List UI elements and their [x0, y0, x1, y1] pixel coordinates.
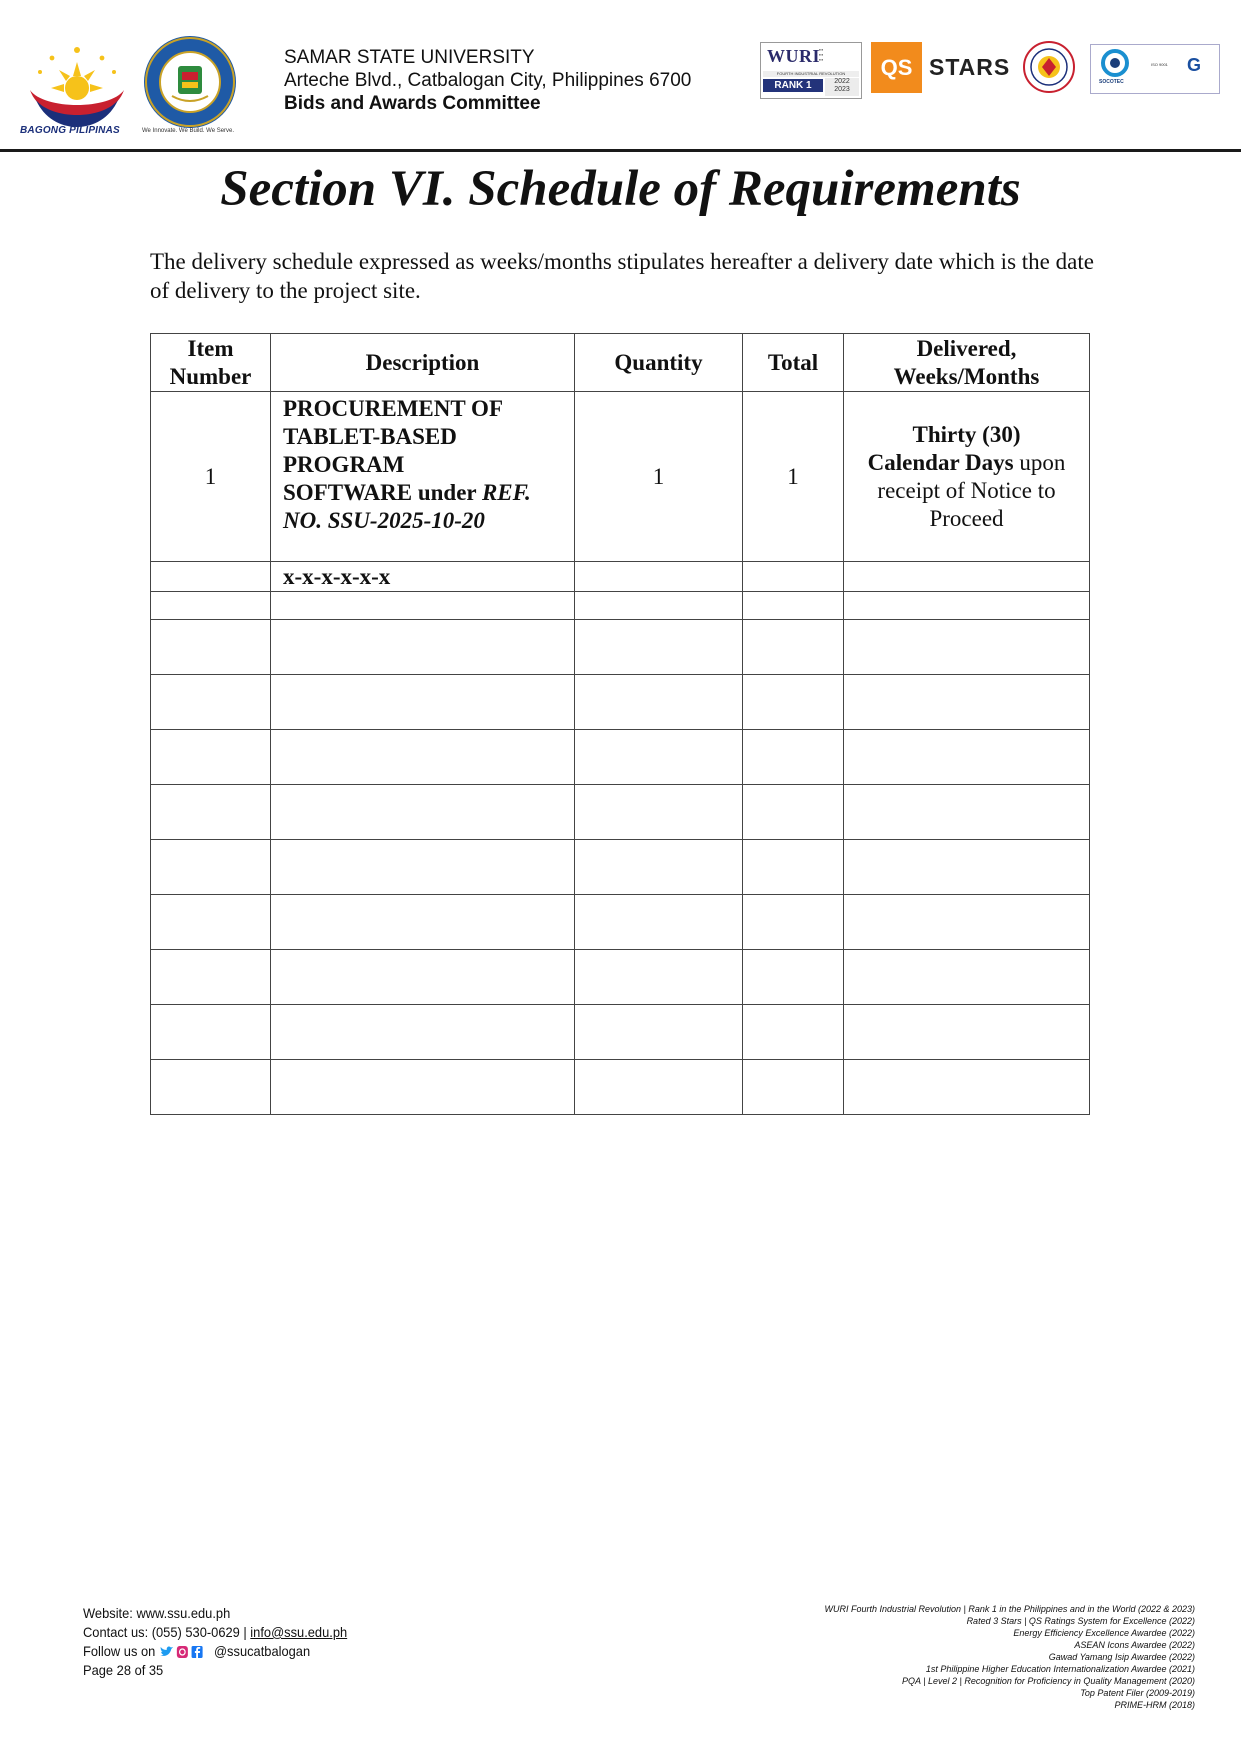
award-line: PRIME-HRM (2018) [1114, 1700, 1195, 1710]
qs-logo: QS [871, 42, 922, 93]
energy-award-seal [1022, 40, 1076, 94]
end-marker: x-x-x-x-x-x [271, 562, 575, 592]
socotec-iso: ISO 9001 [1151, 62, 1168, 67]
header-item-line2: Number [169, 363, 252, 389]
wuri-years [825, 78, 859, 96]
desc-line: TABLET-BASED [283, 424, 457, 449]
desc-line: PROCUREMENT OF [283, 396, 503, 421]
award-line: PQA | Level 2 | Recognition for Proficiency in Quality Management (2020) [902, 1676, 1195, 1686]
wuri-wordmark: WURI [767, 46, 821, 66]
cell-delivery [844, 392, 1090, 562]
social-icons [159, 1644, 211, 1660]
col-header-item-number [151, 334, 271, 392]
table-row [151, 840, 1090, 895]
award-line: Top Patent Filer (2009-2019) [1080, 1688, 1195, 1698]
table-row [151, 592, 1090, 620]
wuri-rank-badge [760, 42, 862, 99]
award-line: Energy Efficiency Excellence Awardee (2022) [1013, 1628, 1195, 1638]
cell-quantity: 1 [575, 392, 743, 562]
table-row [151, 562, 1090, 592]
schedule-table [150, 333, 1090, 1115]
desc-text: SOFTWARE under [283, 480, 482, 505]
desc-line: PROGRAM [283, 452, 405, 477]
table-row [151, 1005, 1090, 1060]
award-line: 1st Philippine Higher Education Internationalization Awardee (2021) [925, 1664, 1195, 1674]
facebook-icon[interactable] [192, 1646, 203, 1658]
header-delivered-line2: Weeks/Months [893, 363, 1040, 389]
ssu-seal-logo [142, 34, 238, 130]
twitter-icon[interactable] [161, 1647, 174, 1656]
cell-description [271, 392, 575, 562]
certification-g-icon: G [1187, 55, 1202, 75]
footer-follow-line [83, 1642, 347, 1661]
delivery-line: Proceed [929, 505, 1004, 531]
header-item-line1: Item [187, 335, 234, 361]
table-row [151, 730, 1090, 785]
wuri-small-text: ▪▪▪ ▪▪▪ ▪▪▪ [819, 47, 824, 62]
table-row [151, 950, 1090, 1005]
delivery-days: Calendar Days [867, 449, 1014, 475]
bagong-pilipinas-wordmark: BAGONG PILIPINAS [20, 125, 120, 136]
seal-tagline: We Innovate. We Build. We Serve. [142, 128, 235, 134]
table-row [151, 895, 1090, 950]
table-row [151, 1060, 1090, 1115]
follow-label: Follow us on [83, 1643, 159, 1659]
socotec-label: SOCOTEC [1099, 79, 1124, 85]
socotec-mark-icon [1095, 47, 1135, 81]
university-address: Arteche Blvd., Catbalogan City, Philippines 6700 [284, 70, 692, 91]
committee-name: Bids and Awards Committee [284, 93, 541, 114]
socotec-iso-badge [1090, 44, 1220, 94]
university-name: SAMAR STATE UNIVERSITY [284, 47, 535, 68]
col-header-description: Description [271, 334, 575, 392]
page-number: Page 28 of 35 [83, 1662, 164, 1678]
table-header-row [151, 334, 1090, 392]
award-line: Rated 3 Stars | QS Ratings System for Excellence (2022) [966, 1616, 1195, 1626]
col-header-delivered [844, 334, 1090, 392]
footer-contact-line [83, 1623, 347, 1642]
contact-email-link[interactable]: info@ssu.edu.ph [250, 1624, 348, 1640]
award-line: ASEAN Icons Awardee (2022) [1074, 1640, 1195, 1650]
wuri-year-2: 2023 [834, 86, 850, 93]
ref-label: REF. [481, 480, 531, 505]
delivery-line: Thirty (30) [912, 421, 1021, 447]
header-delivered-line1: Delivered, [916, 335, 1017, 361]
table-row [151, 392, 1090, 562]
wuri-year-1: 2022 [834, 78, 850, 85]
instagram-icon[interactable] [177, 1646, 188, 1658]
col-header-quantity: Quantity [575, 334, 743, 392]
footer-website[interactable]: Website: www.ssu.edu.ph [83, 1605, 231, 1621]
letterhead [0, 0, 1241, 150]
social-handle[interactable]: @ssucatbalogan [213, 1643, 311, 1659]
bagong-pilipinas-logo [22, 36, 132, 138]
section-title: Section VI. Schedule of Requirements [220, 161, 1021, 217]
table-row [151, 620, 1090, 675]
delivery-line [850, 449, 1083, 477]
intro-paragraph: The delivery schedule expressed as weeks/months stipulates hereafter a delivery date which is the date of delivery to the project site. [150, 249, 1094, 303]
award-line: Gawad Yamang Isip Awardee (2022) [1048, 1652, 1195, 1662]
col-header-total: Total [743, 334, 844, 392]
qs-stars-wordmark: STARS [929, 54, 1011, 80]
footer-contact [83, 1604, 347, 1680]
desc-line [283, 479, 574, 507]
cell-total: 1 [743, 392, 844, 562]
table-row [151, 675, 1090, 730]
cell-item-number: 1 [151, 392, 271, 562]
footer-awards [635, 1603, 1195, 1711]
wuri-rank: RANK 1 [763, 79, 823, 92]
delivery-upon: upon [1013, 449, 1066, 475]
contact-phone: Contact us: (055) 530-0629 | [83, 1624, 251, 1640]
university-address-block [284, 46, 691, 115]
award-line: WURI Fourth Industrial Revolution | Rank 1 in the Philippines and in the World (2022 & 2023) [824, 1604, 1195, 1614]
table-row [151, 785, 1090, 840]
wuri-category: FOURTH INDUSTRIAL REVOLUTION [763, 71, 859, 77]
ref-number: NO. SSU-2025-10-20 [283, 508, 485, 533]
delivery-line: receipt of Notice to [877, 477, 1056, 503]
header-rule [0, 149, 1241, 152]
